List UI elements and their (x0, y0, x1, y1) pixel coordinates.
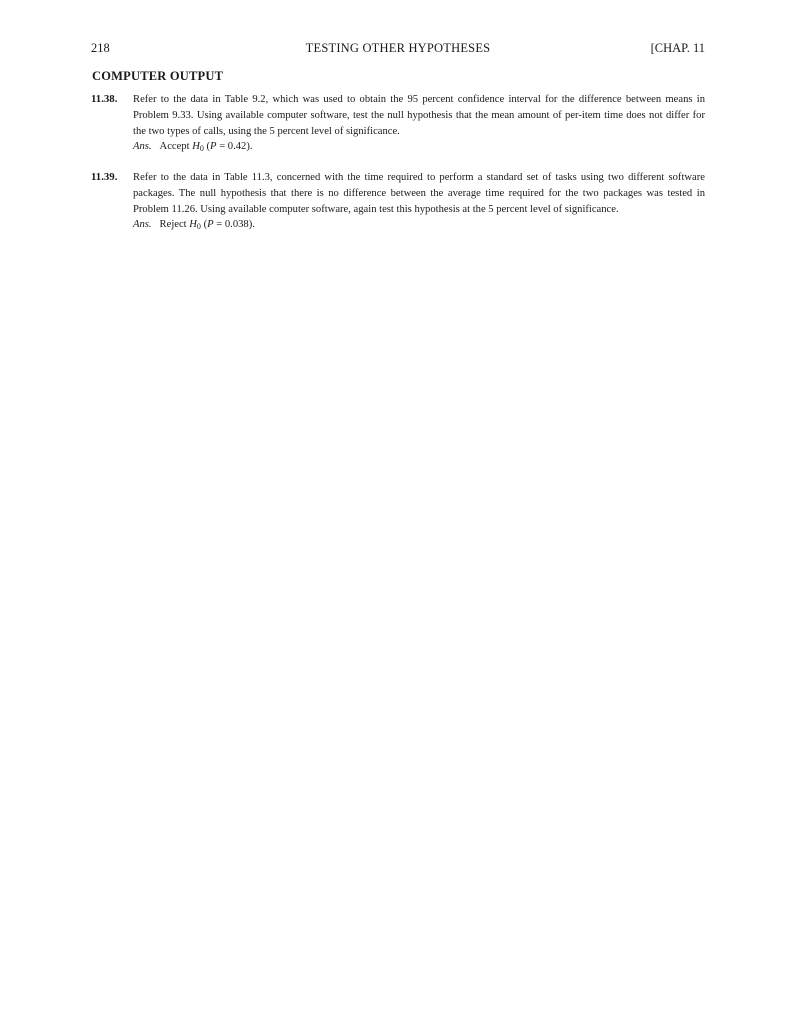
running-head (91, 40, 705, 56)
answer-verb: Reject (159, 219, 187, 231)
problem-number: 11.39. (91, 171, 118, 183)
answer-label: Ans. (133, 141, 152, 153)
problem-answer: Ans. Accept $H_0$ (P = 0.42). (133, 141, 253, 154)
problem-answer: Ans. Reject $H_0$ (P = 0.038). (133, 219, 255, 232)
section-title: COMPUTER OUTPUT (92, 69, 224, 83)
problem-text: Refer to the data in Table 11.3, concerned with the time required to perform a standard set of tasks using two different software packages. The null hypothesis that there is no difference between the average time required for the two packages was tested in Problem 11.26. Using available computer software, again test this hypothesis at the 5 percent level of significance. (133, 172, 705, 215)
hypothesis-subscript: 0 (196, 222, 201, 232)
problem-item (91, 170, 705, 235)
answer-label: Ans. (133, 219, 152, 231)
page-number: 218 (91, 41, 110, 55)
answer-value: = 0.038). (216, 219, 255, 231)
answer-verb: Accept (159, 141, 190, 153)
problem-number: 11.38. (91, 93, 118, 105)
hypothesis-symbol: H (189, 219, 197, 231)
hypothesis-subscript: 0 (199, 144, 204, 154)
chapter-label: [CHAP. 11 (650, 41, 705, 55)
problem-item (91, 92, 705, 157)
running-title: TESTING OTHER HYPOTHESES (305, 41, 491, 55)
problem-text: Refer to the data in Table 9.2, which was used to obtain the 95 percent confidence interval for the difference between means in Problem 9.33. Using available computer software, test the null hypothesis that the mean amount of per-item time does not differ for the two types of calls, using the 5 percent level of significance. (133, 94, 705, 137)
p-value-symbol: P (207, 219, 214, 231)
hypothesis-symbol: H (192, 141, 200, 153)
p-value-symbol: P (210, 141, 217, 153)
answer-value: = 0.42). (219, 141, 253, 153)
